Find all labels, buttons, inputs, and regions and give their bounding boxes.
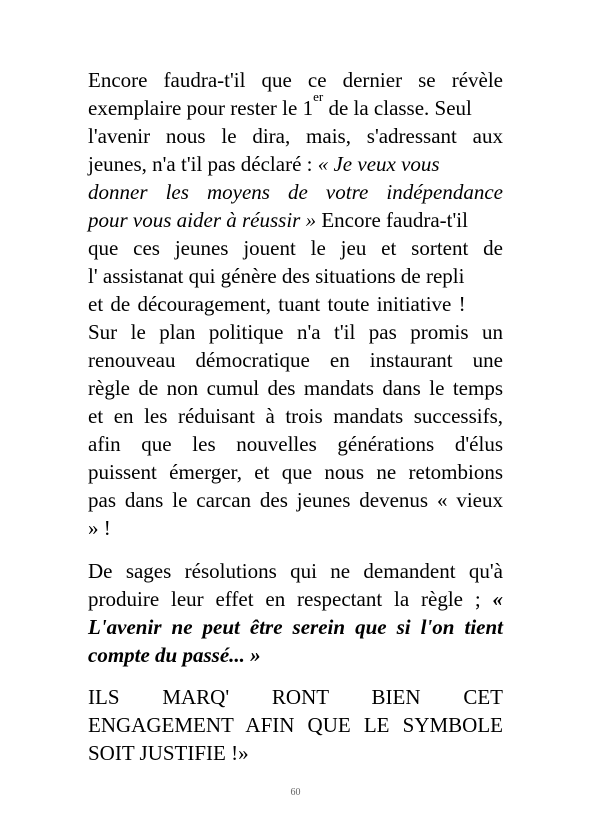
paragraph-1-line-13: et en les réduisant à trois mandats successifs, [88, 404, 503, 428]
paragraph-1-line-8: l' assistanat qui génère des situations de repli [88, 264, 465, 288]
page-number: 60 [290, 787, 301, 798]
text-span: exemplaire pour rester le 1 [88, 96, 314, 120]
paragraph-1-line-17: » ! [88, 516, 111, 540]
paragraph-2-line-2 [88, 585, 503, 613]
paragraph-1-line-3: l'avenir nous le dira, mais, s'adressant aux [88, 124, 503, 148]
paragraph-2-line-4: compte du passé... » [88, 643, 261, 667]
paragraph-3-line-2: ENGAGEMENT AFIN QUE LE SYMBOLE [88, 713, 503, 737]
paragraph-1-line-10: Sur le plan politique n'a t'il pas promis un [88, 320, 503, 344]
paragraph-2-line-1: De sages résolutions qui ne demandent qu'à [88, 559, 503, 583]
text-span: de la classe. Seul [323, 96, 472, 120]
paragraph-1-line-4 [88, 150, 503, 178]
paragraph-1-line-2 [88, 89, 503, 122]
paragraph-1-line-12: règle de non cumul des mandats dans le temps [88, 376, 503, 400]
superscript: er [313, 89, 324, 104]
paragraph-1-line-14: afin que les nouvelles générations d'élus [88, 432, 503, 456]
paragraph-1-line-15: puissent émerger, et que nous ne retombions [88, 460, 503, 484]
paragraph-1-line-5: donner les moyens de votre indépendance [88, 180, 503, 204]
text-span: jeunes, n'a t'il pas déclaré : [88, 152, 318, 176]
bold-italic-quote: « [492, 587, 503, 611]
text-span: Encore faudra-t'il [316, 208, 468, 232]
paragraph-1-line-11: renouveau démocratique en instaurant une [88, 348, 503, 372]
text-span: produire leur effet en respectant la règle ; [88, 587, 493, 611]
paragraph-1-line-16: pas dans le carcan des jeunes devenus « vieux [88, 488, 503, 512]
paragraph-2-line-3: L'avenir ne peut être serein que si l'on tient [88, 615, 503, 639]
paragraph-3-line-3: SOIT JUSTIFIE !» [88, 741, 249, 765]
italic-quote: « Je veux vous [317, 152, 440, 176]
italic-quote: pour vous aider à réussir » [88, 208, 317, 232]
paragraph-3-line-1: ILS MARQ' RONT BIEN CET [88, 685, 503, 709]
paragraph-1-line-7: que ces jeunes jouent le jeu et sortent de [88, 236, 503, 260]
paragraph-1-line-9: et de découragement, tuant toute initiative ! [88, 292, 466, 316]
paragraph-1-line-6 [88, 206, 503, 234]
paragraph-1-line-1: Encore faudra-t'il que ce dernier se révèle [88, 68, 503, 92]
